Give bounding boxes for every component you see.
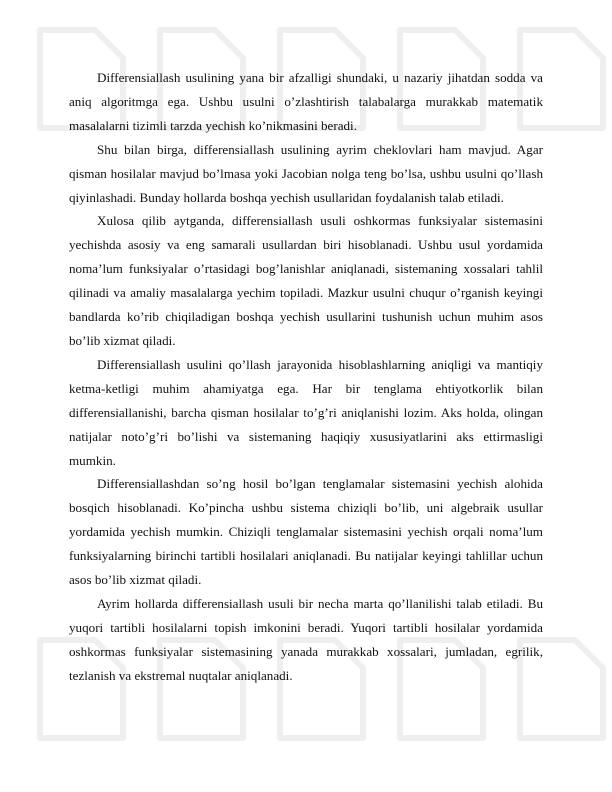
- paragraph-4: Differensiallash usulini qo’llash jarayonida hisoblashlarning aniqligi va mantiqiy ketma-ketligi muhim ahamiyatga ega. Har bir tenglama ehtiyotkorlik bilan differensiallanishi, barcha qisman hosilalar to’g’ri aniqlanishi lozim. Aks holda, olingan natijalar noto’g’ri bo’lishi va sistemaning haqiqiy xususiyatlarini aks ettirmasligi mumkin.: [69, 356, 543, 468]
- paragraph-5: Differensiallashdan so’ng hosil bo’lgan tenglamalar sistemasini yechish alohida bosqich hisoblanadi. Ko’pincha ushbu sistema chiziqli bo’lib, uni algebraik usullar yordamida yechish mumkin. Chiziqli tenglamalar sistemasini yechish orqali noma’lum funksiyalarning birinchi tartibli hosilalari aniqlanadi. Bu natijalar keyingi tahlillar uchun asos bo’lib xizmat qiladi.: [69, 476, 543, 588]
- paragraph-6: Ayrim hollarda differensiallash usuli bir necha marta qo’llanilishi talab etiladi. Bu yuqori tartibli hosilalarni topish imkonini beradi. Yuqori tartibli hosilalar yordamida oshkormas funksiyalar sistemasining yanada murakkab xossalari, jumladan, egrilik, tezlanish va ekstremal nuqtalar aniqlanadi.: [69, 595, 543, 683]
- paragraph-2: Shu bilan birga, differensiallash usulining ayrim cheklovlari ham mavjud. Agar qisman hosilalar mavjud bo’lmasa yoki Jacobian nolga teng bo’lsa, ushbu usulni qo’llash qiyinlashadi. Bunday hollarda boshqa yechish usullaridan foydalanish talab etiladi.: [69, 141, 543, 205]
- paragraph-1: Differensiallash usulining yana bir afzalligi shundaki, u nazariy jihatdan sodda va aniq algoritmga ega. Ushbu usulni o’zlashtirish talabalarga murakkab matematik masalalarni tizimli tarzda yechish ko’nikmasini beradi.: [69, 70, 543, 133]
- paragraph-3: Xulosa qilib aytganda, differensiallash usuli oshkormas funksiyalar sistemasini yechishda asosiy va eng samarali usullardan biri hisoblanadi. Ushbu usul yordamida noma’lum funksiyalar o’rtasidagi bog’lanishlar aniqlanadi, sistemaning xossalari tahlil qilinadi va amaliy masalalarga yechim topiladi. Mazkur usulni chuqur o’rganish keyingi bandlarda ko’rib chiqiladigan boshqa yechish usullarini tushunish uchun muhim asos bo’lib xizmat qiladi.: [69, 213, 543, 348]
- document-body: [69, 66, 543, 688]
